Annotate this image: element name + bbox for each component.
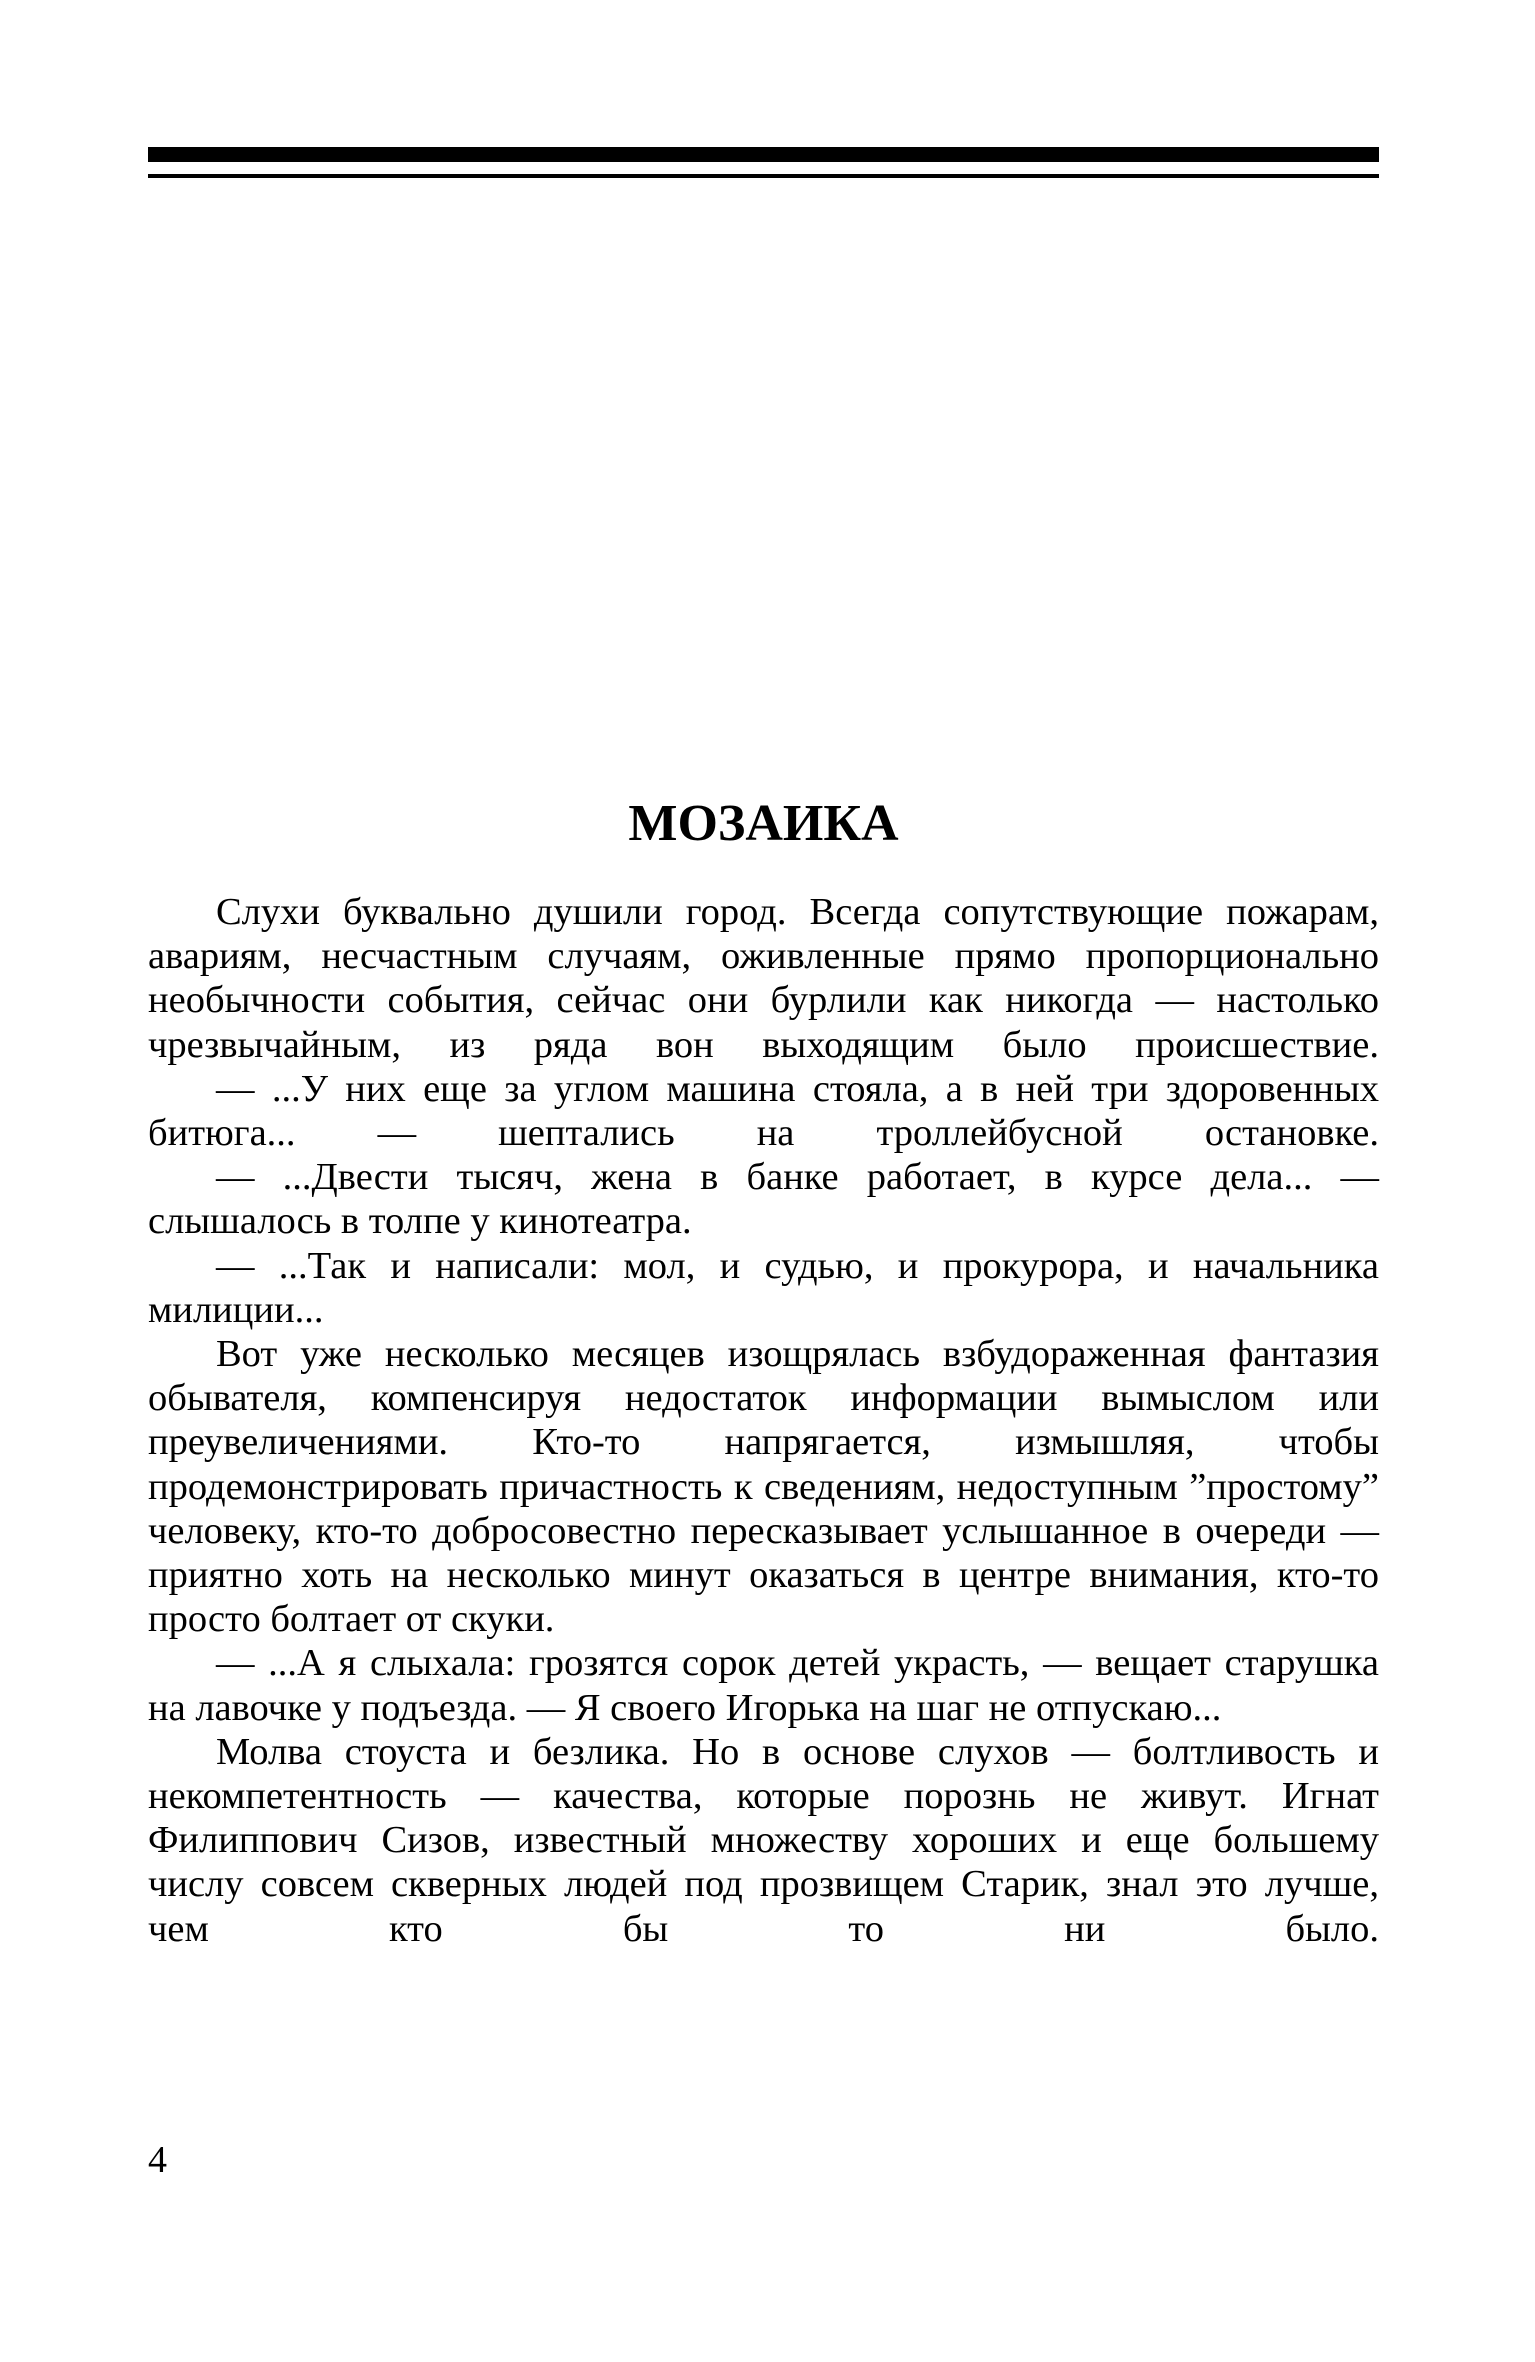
chapter-body: [148, 890, 1379, 1951]
paragraph: Слухи буквально душили город. Всегда сопутствующие пожарам, авариям, несчастным случаям, оживленные прямо пропорционально необычности события, сейчас они бурлили как никогда — настолько чрезвычайным, из ряда вон выходящим было происшествие.: [148, 891, 1379, 1066]
page-number: 4: [148, 2139, 167, 2181]
paragraph: — ...Двести тысяч, жена в банке работает, в курсе дела... — слышалось в толпе у кинотеатра.: [148, 1156, 1379, 1243]
paragraph: Вот уже несколько месяцев изощрялась взбудораженная фантазия обывателя, компенсируя недостаток информации вымыслом или преувеличениями. Кто-то напрягается, измышляя, чтобы продемонстрировать причастность к сведениям, недоступным ”простому” человеку, кто-то добросовестно пересказывает услышанное в очереди — приятно хоть на несколько минут оказаться в центре внимания, кто-то просто болтает от скуки.: [148, 1333, 1379, 1641]
header-rule-thin: [148, 174, 1379, 178]
header-rule-thick: [148, 147, 1379, 162]
paragraph: Молва стоуста и безлика. Но в основе слухов — болтливость и некомпетентность — качества, которые порознь не живут. Игнат Филиппович Сизов, известный множеству хороших и еще большему числу совсем скверных людей под прозвищем Старик, знал это лучше, чем кто бы то ни было.: [148, 1730, 1379, 1950]
paragraph: — ...А я слыхала: грозятся сорок детей украсть, — вещает старушка на лавочке у подъезда. — Я своего Игорька на шаг не отпускаю...: [148, 1642, 1379, 1729]
paragraph: — ...Так и написали: мол, и судью, и прокурора, и начальника милиции...: [148, 1244, 1379, 1331]
chapter-title: МОЗАИКА: [628, 795, 899, 852]
paragraph: — ...У них еще за углом машина стояла, а в ней три здоровенных битюга... — шептались на троллейбусной остановке.: [148, 1067, 1379, 1155]
